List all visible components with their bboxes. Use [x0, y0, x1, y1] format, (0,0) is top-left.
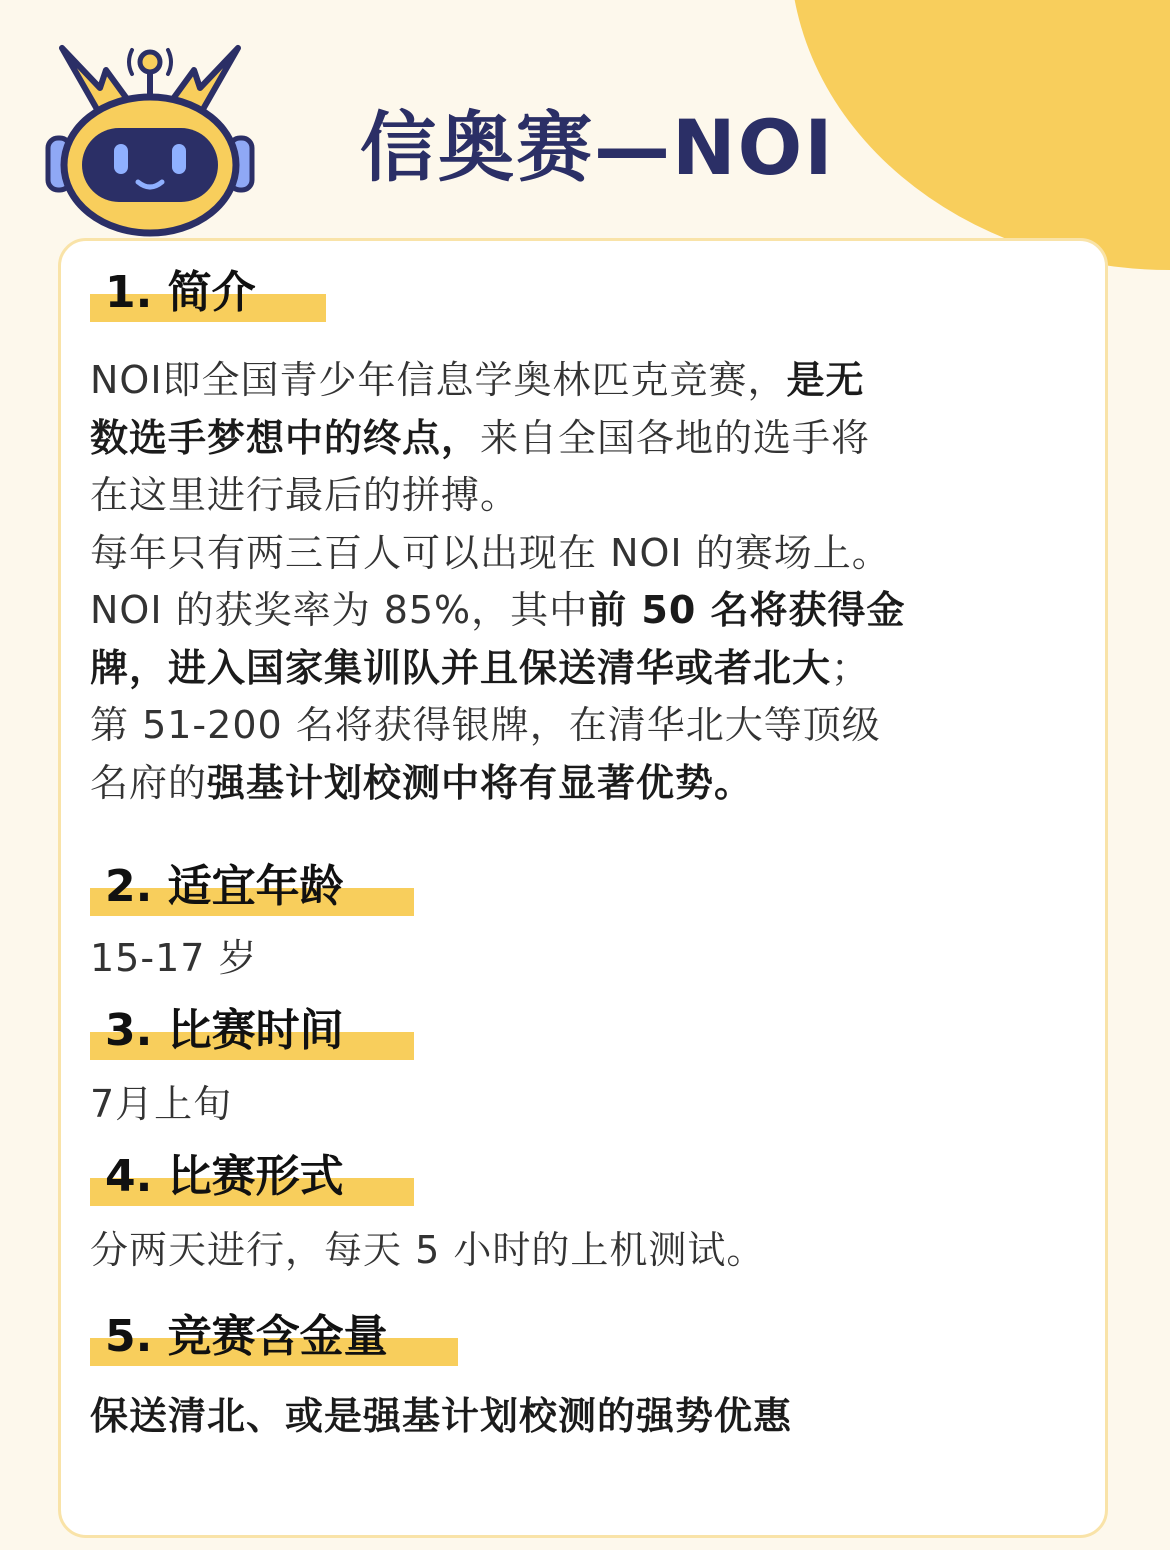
- paragraph-line: 每年只有两三百人可以出现在 NOI 的赛场上。: [90, 530, 891, 575]
- paragraph-line: 第 51-200 名将获得银牌，在清华北大等顶级: [90, 703, 881, 747]
- section-format: [90, 1146, 414, 1208]
- paragraph-line: 分两天进行，每天 5 小时的上机测试。: [90, 1228, 766, 1272]
- paragraph-line: 7月上旬: [90, 1082, 233, 1126]
- paragraph-line: 15-17 岁: [90, 936, 258, 980]
- section-heading: 2. 适宜年龄: [90, 856, 414, 918]
- section-age-body: [90, 930, 1030, 988]
- section-format-body: [90, 1222, 1030, 1280]
- page-title: 信奥赛—NOI: [360, 103, 835, 192]
- paragraph-line: 保送清北、或是强基计划校测的强势优惠: [90, 1394, 793, 1438]
- section-time: [90, 1000, 414, 1062]
- robot-mascot-icon: [40, 30, 260, 240]
- paragraph-line: 名府的强基计划校测中将有显著优势。: [90, 760, 754, 805]
- section-heading: 4. 比赛形式: [90, 1146, 414, 1208]
- paragraph-line: 数选手梦想中的终点，来自全国各地的选手将: [90, 415, 871, 460]
- section-intro-body: [90, 352, 1030, 812]
- paragraph-line: 牌，进入国家集训队并且保送清华或者北大；: [90, 645, 871, 690]
- section-time-body: [90, 1076, 1030, 1134]
- paragraph-line: NOI即全国青少年信息学奥林匹克竞赛，是无: [90, 358, 865, 402]
- section-age: [90, 856, 414, 918]
- section-intro: [90, 262, 326, 324]
- paragraph-line: NOI 的获奖率为 85%，其中前 50 名将获得金: [90, 588, 906, 632]
- section-heading: 5. 竞赛含金量: [90, 1306, 458, 1368]
- section-value-body: [90, 1388, 1030, 1446]
- paragraph-line: 在这里进行最后的拼搏。: [90, 473, 520, 517]
- section-heading: 1. 简介: [90, 262, 326, 324]
- section-heading: 3. 比赛时间: [90, 1000, 414, 1062]
- decorative-yellow-circle: [790, 0, 1170, 270]
- section-value: [90, 1306, 458, 1368]
